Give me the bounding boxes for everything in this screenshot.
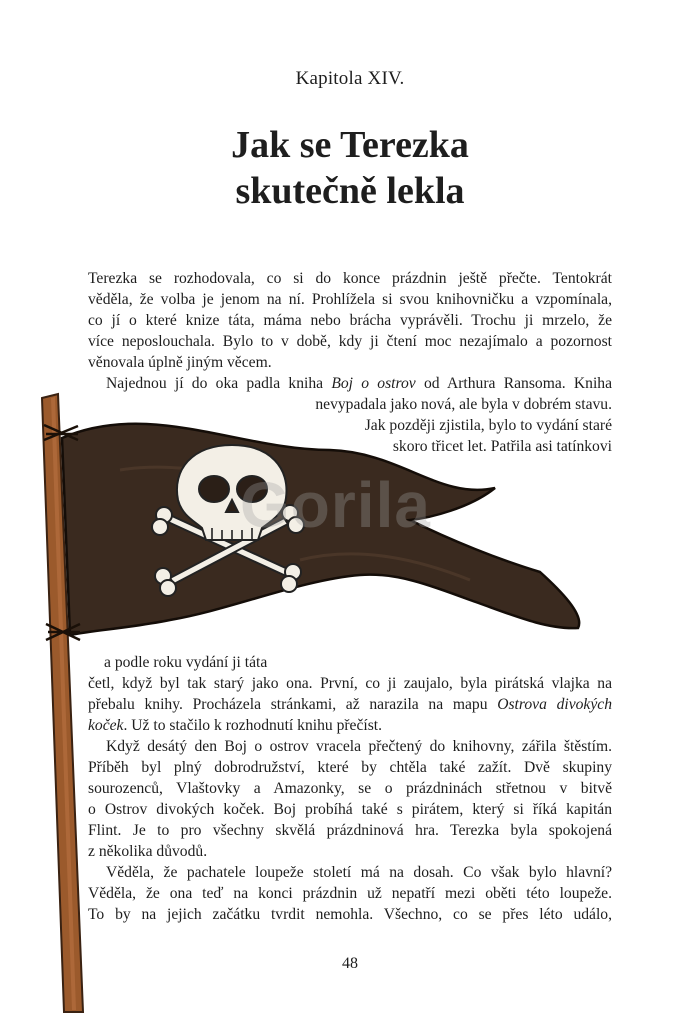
text-line [300,415,612,436]
text-line [88,904,612,925]
text-run: Když desátý den Boj o ostrov vracela přečtený do knihovny, zářila štěstím. [106,738,612,755]
text-run: a podle roku vydání ji táta [104,654,268,671]
text-line [88,841,300,862]
text-run: více neposlouchala. Bylo to v době, kdy ji čtení moc nezajímalo a pozornost [88,333,612,350]
text-run: o Ostrov divokých koček. Boj probíhá také s pirátem, který si říká kapitán [88,801,612,818]
italic-book-title: Boj o ostrov [331,375,416,392]
text-line [88,673,612,694]
text-run: věnovala úplně jiným věcem. [88,354,272,371]
text-line [106,373,612,394]
italic-book-title: Ostrova divokých [497,696,612,713]
text-run: Věděla, že ona teď na konci prázdnin už nepatří mezi oběti této loupeže. [88,885,612,902]
text-line [88,310,612,331]
text-run: z několika důvodů. [88,843,208,860]
text-line [88,331,612,352]
text-run: Flint. Je to pro všechny skvělá prázdninová hra. Terezka byla spokojená [88,822,612,839]
text-run: skoro třicet let. Patřila asi tatínkovi [392,438,612,455]
text-run: To by na jejich začátku tvrdit nemohla. Všechno, co se přes léto událo, [88,906,612,923]
text-line [106,736,612,757]
text-line [200,394,612,415]
text-line [106,862,612,883]
text-run: sourozenců, Vlaštovky a Amazonky, se o prázdninách střetnou v bitvě [88,780,612,797]
text-line [88,694,612,715]
text-run: od Arthura Ransoma. Kniha [415,375,613,392]
text-run: Jak později zjistila, bylo to vydání staré [364,417,612,434]
watermark-logo: Gorila [240,469,431,541]
text-run: co jí o které knize táta, máma nebo brácha vyprávěli. Trochu ji mrzelo, že [88,312,612,329]
chapter-title-line: Jak se Terezka [231,124,469,166]
text-line [88,757,612,778]
text-run: Najednou jí do oka padla kniha [106,375,332,392]
text-run: četl, když byl tak starý jako ona. První, co ji zaujalo, byla pirátská vlajka na [88,675,612,692]
text-line [330,436,612,457]
chapter-title-line: skutečně lekla [235,170,465,212]
text-run: věděla, že volba je jenom na ní. Prohlížela si svou knihovničku a vzpomínala, [88,291,612,308]
text-line [88,883,612,904]
text-run: Terezka se rozhodovala, co si do konce prázdnin ještě přečte. Tentokrát [88,270,612,287]
italic-book-title: koček [88,717,124,734]
text-line [88,268,612,289]
text-run: Příběh byl plný dobrodružství, které by chtěla také zažít. Dvě skupiny [88,759,612,776]
text-run: . Už to stačilo k rozhodnutí knihu přečíst. [123,717,383,734]
text-run: nevypadala jako nová, ale byla v dobrém stavu. [315,396,612,413]
page-number: 48 [342,955,358,972]
text-line [88,820,612,841]
text-line [88,778,612,799]
text-line [104,652,340,673]
chapter-heading: Kapitola XIV. [295,68,405,89]
text-line [88,799,612,820]
text-run: přebalu knihy. Procházela stránkami, až narazila na mapu [88,696,498,713]
text-line [88,289,612,310]
text-run: Věděla, že pachatele loupeže století má na dosah. Co však bylo hlavní? [106,864,612,881]
text-line [88,715,500,736]
text-line [88,352,300,373]
